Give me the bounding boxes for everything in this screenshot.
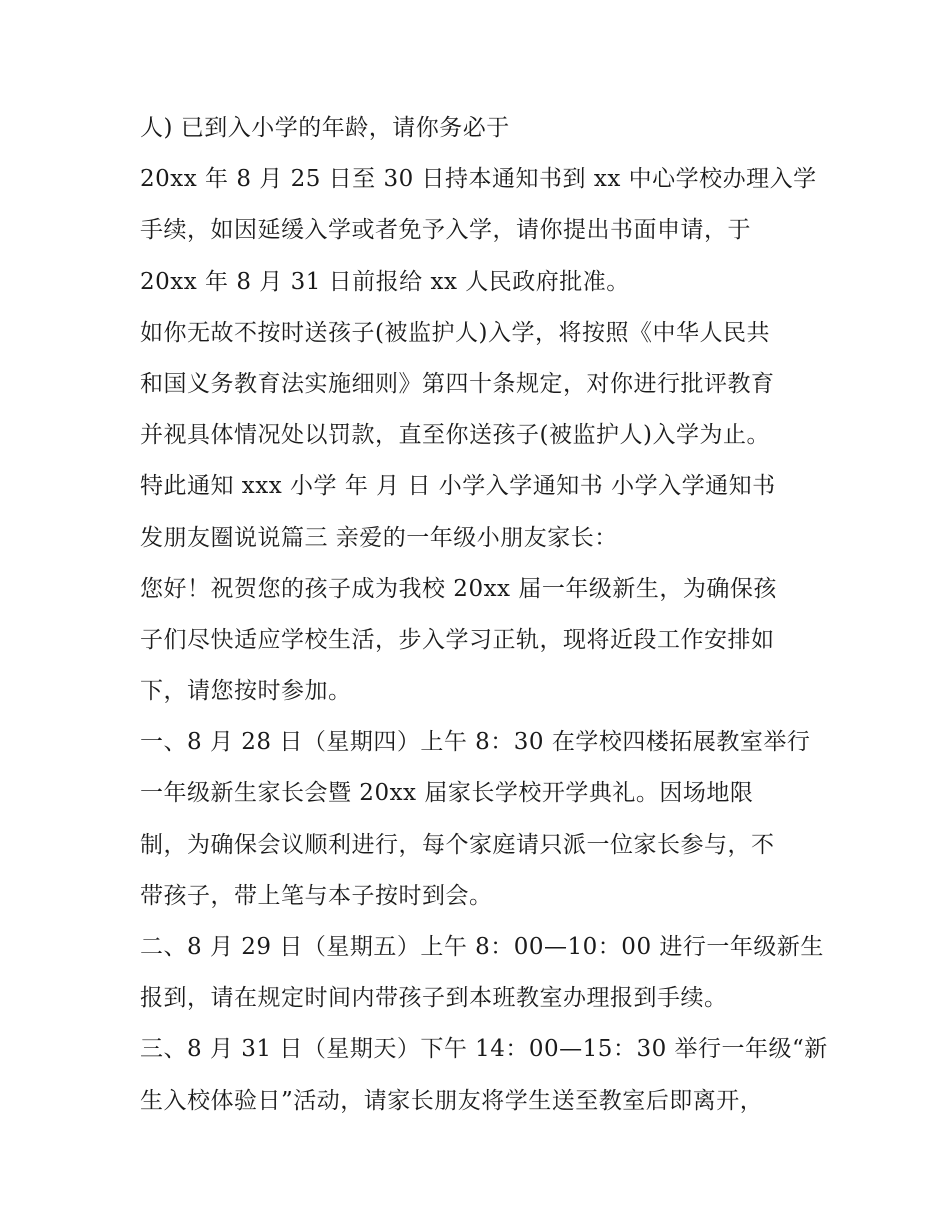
text-line: 手续，如因延缓入学或者免予入学，请你提出书面申请，于 — [140, 217, 751, 244]
text-line: 人) 已到入小学的年龄，请你务必于 — [140, 115, 510, 141]
text-line: 特此通知 xxx 小学 年 月 日 小学入学通知书 小学入学通知书 — [140, 473, 776, 500]
text-line: 和国义务教育法实施细则》第四十条规定，对你进行批评教育 — [140, 370, 775, 397]
text-line: 三、8 月 31 日（星期天）下午 14：00—15：30 举行一年级“新 — [140, 1036, 828, 1063]
text-line: 制，为确保会议顺利进行，每个家庭请只派一位家长参与，不 — [140, 831, 775, 858]
text-line: 子们尽快适应学校生活，步入学习正轨，现将近段工作安排如 — [140, 626, 775, 653]
text-line: 生入校体验日”活动，请家长朋友将学生送至教室后即离开， — [140, 1087, 764, 1114]
text-line: 20xx 年 8 月 25 日至 30 日持本通知书到 xx 中心学校办理入学 — [140, 166, 817, 193]
text-line: 如你无故不按时送孩子(被监护人)入学，将按照《中华人民共 — [140, 319, 770, 346]
text-line: 带孩子，带上笔与本子按时到会。 — [140, 882, 493, 909]
text-line: 报到，请在规定时间内带孩子到本班教室办理报到手续。 — [140, 985, 728, 1012]
text-line: 下，请您按时参加。 — [140, 678, 352, 705]
document-body — [140, 103, 840, 1127]
text-line: 一年级新生家长会暨 20xx 届家长学校开学典礼。因场地限 — [140, 780, 754, 807]
text-line: 您好！祝贺您的孩子成为我校 20xx 届一年级新生，为确保孩 — [140, 575, 777, 602]
text-line: 并视具体情况处以罚款，直至你送孩子(被监护人)入学为止。 — [140, 422, 770, 449]
text-line: 二、8 月 29 日（星期五）上午 8：00—10：00 进行一年级新生 — [140, 934, 824, 960]
text-line: 一、8 月 28 日（星期四）上午 8：30 在学校四楼拓展教室举行 — [140, 729, 811, 756]
text-line: 20xx 年 8 月 31 日前报给 xx 人民政府批准。 — [140, 268, 630, 295]
text-line: 发朋友圈说说篇三 亲爱的一年级小朋友家长： — [140, 524, 618, 551]
